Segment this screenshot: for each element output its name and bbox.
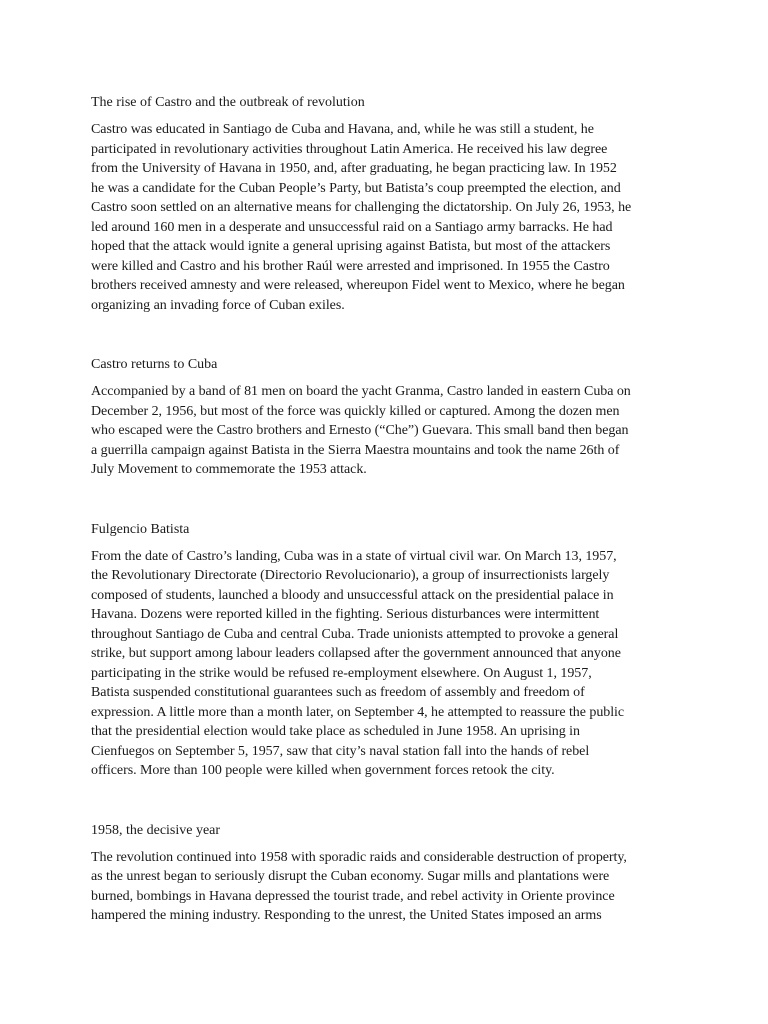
text-line: a guerrilla campaign against Batista in the Sierra Maestra mountains and took the name 26th of	[91, 442, 620, 458]
text-line: as the unrest began to seriously disrupt the Cuban economy. Sugar mills and plantations were	[91, 869, 610, 884]
section-heading: The rise of Castro and the outbreak of revolution	[91, 95, 365, 110]
text-line: strike, but support among labour leaders collapsed after the government announced that anyone	[91, 646, 621, 661]
section-decisive-year	[91, 821, 691, 926]
section-castro-returns	[91, 355, 691, 480]
text-line: Accompanied by a band of 81 men on board the yacht Granma, Castro landed in eastern Cuba on	[91, 384, 631, 399]
text-line: Cienfuegos on September 5, 1957, saw that city’s naval station fall into the hands of rebel	[91, 743, 590, 759]
text-line: that the presidential election would take place as scheduled in June 1958. An uprising in	[91, 724, 580, 739]
text-line: brothers received amnesty and were released, whereupon Fidel went to Mexico, where he began	[91, 278, 625, 293]
section-paragraph	[91, 547, 691, 781]
section-heading: 1958, the decisive year	[91, 822, 221, 838]
text-line: burned, bombings in Havana depressed the tourist trade, and rebel activity in Oriente province	[91, 888, 615, 904]
text-line: July Movement to commemorate the 1953 attack.	[91, 462, 367, 477]
text-line: The revolution continued into 1958 with sporadic raids and considerable destruction of property,	[91, 849, 627, 865]
text-line: participated in revolutionary activities throughout Latin America. He received his law degree	[91, 141, 608, 157]
section-rise-of-castro	[91, 93, 691, 315]
text-line: were killed and Castro and his brother Raúl were arrested and imprisoned. In 1955 the Castro	[91, 258, 610, 274]
section-paragraph	[91, 382, 691, 480]
text-line: throughout Santiago de Cuba and central Cuba. Trade unionists attempted to provoke a general	[91, 626, 619, 642]
text-line: led around 160 men in a desperate and unsuccessful raid on a Santiago army barracks. He had	[91, 219, 613, 235]
text-line: hoped that the attack would ignite a general uprising against Batista, but most of the attackers	[91, 239, 611, 254]
text-line: Batista suspended constitutional guarantees such as freedom of assembly and freedom of	[91, 685, 585, 700]
text-line: From the date of Castro’s landing, Cuba was in a state of virtual civil war. On March 13, 1957,	[91, 548, 617, 564]
section-heading: Fulgencio Batista	[91, 521, 190, 537]
text-line: hampered the mining industry. Responding to the unrest, the United States imposed an arms	[91, 908, 602, 923]
document-content	[91, 93, 691, 966]
text-line: from the University of Havana in 1950, and, after graduating, he began practicing law. In 1952	[91, 161, 617, 176]
text-line: the Revolutionary Directorate (Directorio Revolucionario), a group of insurrectionists largely	[91, 568, 610, 583]
text-line: who escaped were the Castro brothers and Ernesto (“Che”) Guevara. This small band then began	[91, 423, 629, 438]
text-line: Castro was educated in Santiago de Cuba and Havana, and, while he was still a student, he	[91, 122, 594, 137]
text-line: officers. More than 100 people were killed when government forces retook the city.	[91, 763, 555, 778]
text-line: composed of students, launched a bloody and unsuccessful attack on the presidential palace in	[91, 587, 614, 603]
text-line: participating in the strike would be refused re-employment elsewhere. On August 1, 1957,	[91, 665, 592, 681]
text-line: December 2, 1956, but most of the force was quickly killed or captured. Among the dozen men	[91, 403, 620, 419]
section-paragraph	[91, 120, 691, 315]
text-line: Castro soon settled on an alternative means for challenging the dictatorship. On July 26, 1953, he	[91, 200, 632, 215]
section-heading: Castro returns to Cuba	[91, 357, 218, 372]
text-line: organizing an invading force of Cuban exiles.	[91, 297, 345, 313]
section-fulgencio-batista	[91, 520, 691, 781]
text-line: Havana. Dozens were reported killed in the fighting. Serious disturbances were intermittent	[91, 607, 600, 622]
text-line: expression. A little more than a month later, on September 4, he attempted to reassure the public	[91, 704, 625, 720]
section-paragraph	[91, 848, 691, 926]
text-line: he was a candidate for the Cuban People’s Party, but Batista’s coup preempted the election, and	[91, 180, 621, 196]
